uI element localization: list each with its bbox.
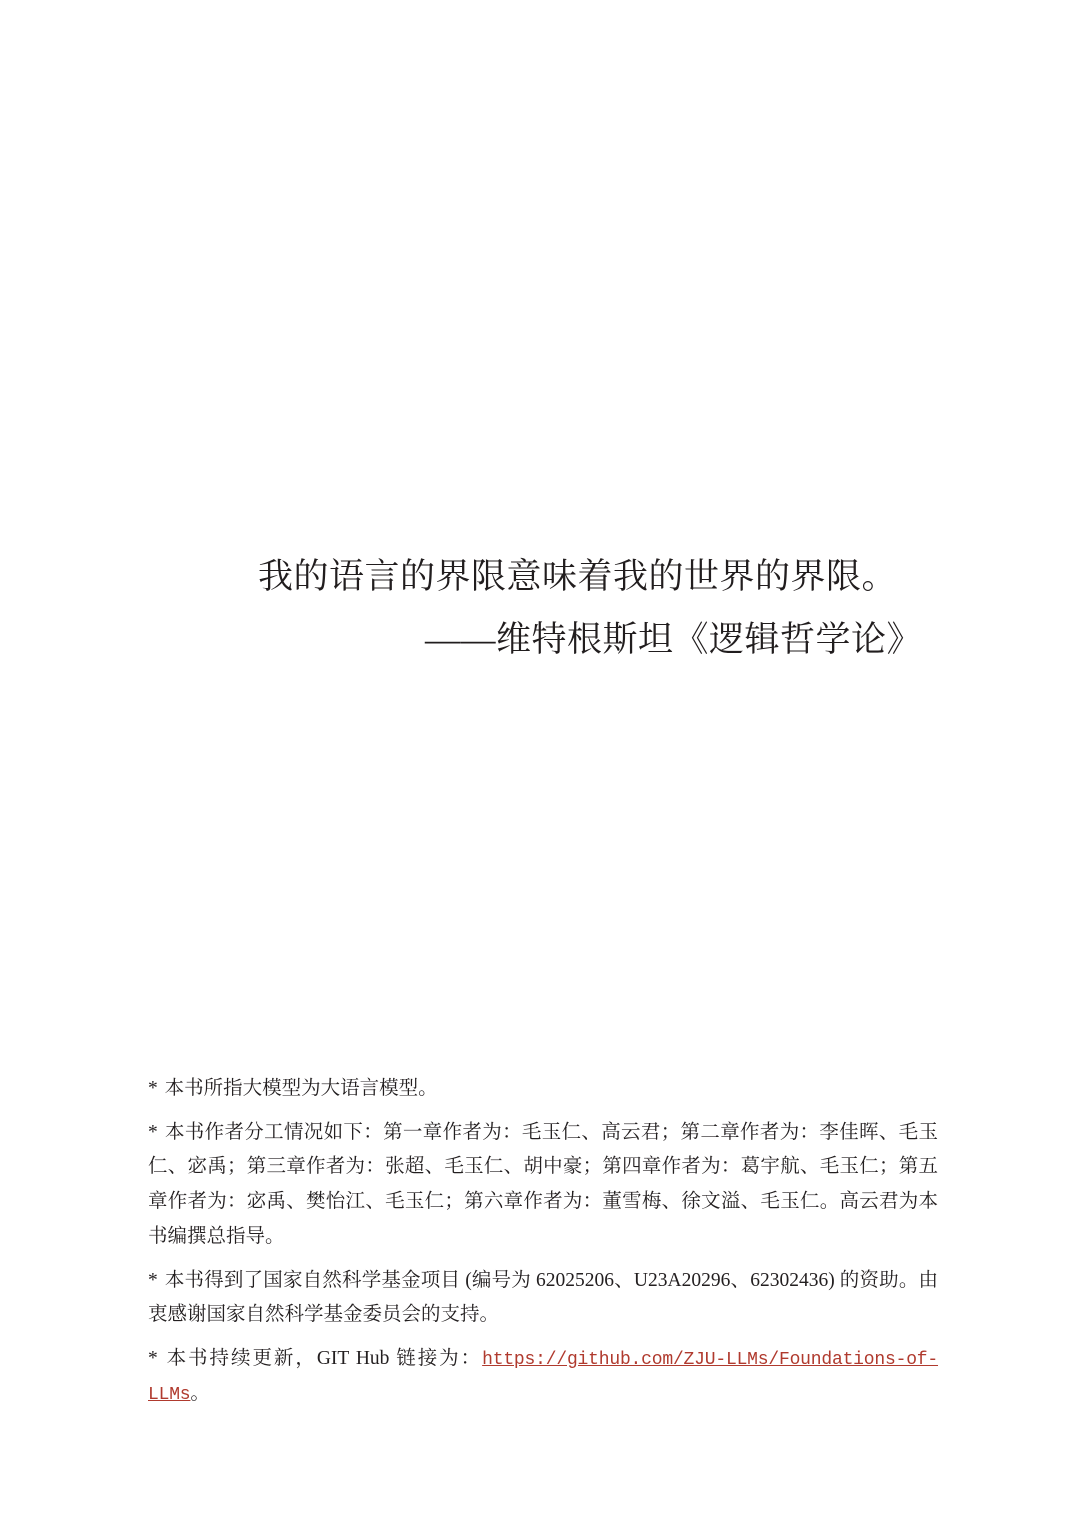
footnote-item-github — [148, 1342, 938, 1411]
footnote-item — [148, 1264, 938, 1333]
footnote-marker: * — [148, 1347, 158, 1369]
footnote-marker: * — [148, 1121, 158, 1143]
footnote-text: 本书得到了国家自然科学基金项目 (编号为 62025206、U23A20296、62302436) 的资助。由衷感谢国家自然科学基金委员会的支持。 — [148, 1269, 939, 1326]
footnote-item — [148, 1116, 938, 1255]
footnote-text: 本书所指大模型为大语言模型。 — [164, 1078, 438, 1099]
footnotes-block — [148, 1072, 938, 1411]
footnote-marker: * — [148, 1078, 158, 1099]
footnote-text-prefix: 本书持续更新，GIT Hub 链接为： — [166, 1347, 483, 1369]
epigraph-block — [150, 552, 940, 666]
footnote-text: 本书作者分工情况如下：第一章作者为：毛玉仁、高云君；第二章作者为：李佳晖、毛玉仁、宓禹；第三章作者为：张超、毛玉仁、胡中豪；第四章作者为：葛宇航、毛玉仁；第五章作者为：宓禹、樊怡江、毛玉仁；第六章作者为：董雪梅、徐文溢、毛玉仁。高云君为本书编撰总指导。 — [148, 1121, 938, 1247]
footnote-item — [148, 1072, 938, 1107]
footnote-text-suffix: 。 — [190, 1382, 210, 1404]
github-link[interactable]: https://github.com/ZJU-LLMs/Foundations-of-LLMs — [148, 1349, 939, 1405]
footnote-marker: * — [148, 1269, 158, 1291]
epigraph-attribution: ——维特根斯坦《逻辑哲学论》 — [424, 619, 922, 659]
epigraph-quote-text: 我的语言的界限意味着我的世界的界限。 — [258, 557, 898, 596]
